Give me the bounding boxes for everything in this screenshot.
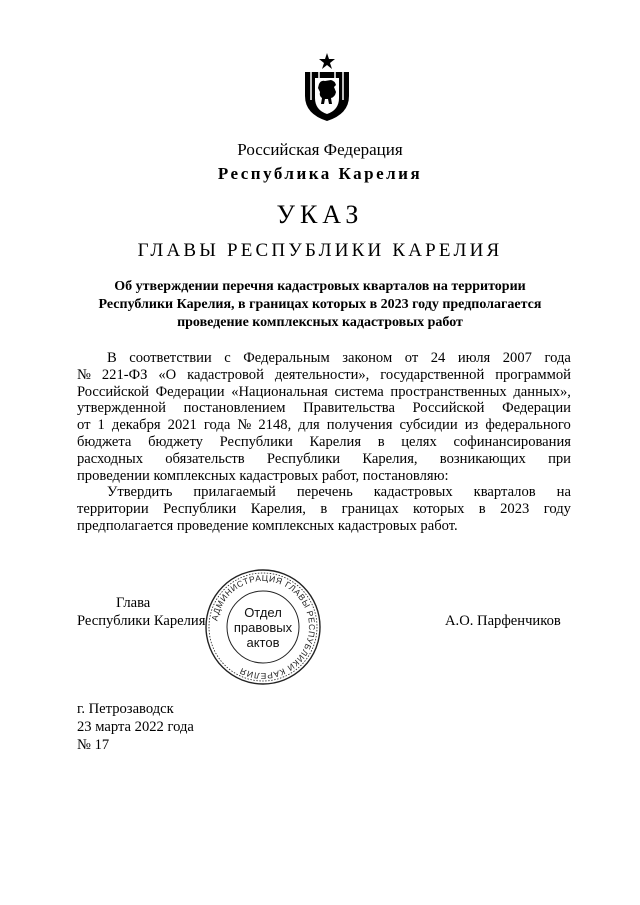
body-word: Карелия <box>309 433 362 450</box>
body-word: «Национальная <box>231 383 328 400</box>
body-word: которых <box>413 501 465 518</box>
body-word: соответствии <box>129 350 212 366</box>
stamp-ring-text: АДМИНИСТРАЦИЯ ГЛАВЫ РЕСПУБЛИКИ КАРЕЛИЯ <box>209 572 318 682</box>
body-word: в <box>478 501 486 518</box>
body-word: Республики <box>163 501 237 518</box>
body-word: № <box>77 366 91 383</box>
decree-number: № 17 <box>77 737 110 753</box>
body-word: при <box>548 450 571 467</box>
body-word: перечень <box>296 484 353 501</box>
document-type-title: УКАЗ <box>276 200 364 229</box>
body-word: в <box>377 433 385 450</box>
body-word: году <box>543 501 571 518</box>
body-word: от <box>77 417 91 434</box>
body-word: 221-ФЗ <box>101 366 148 383</box>
body-word: границах <box>341 501 399 518</box>
body-word: 1 <box>97 417 105 434</box>
body-line <box>77 384 571 401</box>
body-line <box>77 501 571 518</box>
signatory-position-line2: Республики Карелия <box>77 613 206 629</box>
issuer-title: ГЛАВЫ РЕСПУБЛИКИ КАРЕЛИЯ <box>137 240 503 261</box>
body-word: система <box>334 383 384 400</box>
body-word: 24 <box>430 350 446 366</box>
country-name: Российская Федерация <box>237 140 403 159</box>
body-line: проведении комплексных кадастровых работ, постановляю: <box>77 467 449 484</box>
body-word: законом <box>342 350 393 366</box>
body-line <box>77 417 571 434</box>
body-word: программой <box>495 366 571 383</box>
body-word: с <box>224 350 231 366</box>
body-word: для <box>298 417 320 434</box>
body-word: деятельности», <box>274 366 370 383</box>
body-word: № <box>237 417 252 434</box>
body-word: постановлением <box>183 400 286 417</box>
subject-line: проведение комплексных кадастровых работ <box>177 315 463 330</box>
body-line <box>77 434 571 451</box>
body-word: на <box>556 484 571 501</box>
body-word: расходных <box>77 450 144 467</box>
body-line <box>77 451 571 468</box>
body-word: от <box>404 350 419 366</box>
body-word: 2023 <box>500 501 530 518</box>
body-word: Российской <box>412 400 485 417</box>
body-line <box>77 350 571 367</box>
body-line <box>77 484 571 501</box>
body-word: «О <box>158 366 177 383</box>
body-word: года <box>544 350 571 366</box>
body-word: Республики <box>266 450 341 467</box>
body-word: 2148, <box>258 417 292 434</box>
body-word: федерального <box>485 417 571 434</box>
body-word: Федеральным <box>243 350 330 366</box>
body-word: прилагаемый <box>193 484 276 501</box>
body-word: Утвердить <box>107 484 173 501</box>
body-word: Российской <box>77 383 149 400</box>
body-word: софинансирования <box>453 433 571 450</box>
place-of-signing: г. Петрозаводск <box>77 701 174 717</box>
body-line: предполагается проведение комплексных кадастровых работ. <box>77 517 458 534</box>
body-word: территории <box>77 501 149 518</box>
body-word: возникающих <box>439 450 526 467</box>
body-word: года <box>203 417 231 434</box>
body-word: июля <box>457 350 491 366</box>
body-word: субсидии <box>399 417 458 434</box>
signatory-name: А.О. Парфенчиков <box>445 613 561 629</box>
body-word: Карелия, <box>250 501 306 518</box>
document-footer <box>77 700 194 754</box>
body-word: Правительства <box>303 400 395 417</box>
stamp-center-line: Отдел <box>244 605 282 620</box>
republic-name: Республика Карелия <box>217 164 423 183</box>
body-word: кадастровой <box>187 366 264 383</box>
body-word: кварталов <box>473 484 536 501</box>
body-word: целях <box>401 433 437 450</box>
subject-line: Об утверждении перечня кадастровых кварталов на территории <box>114 279 526 294</box>
body-word: Федерации <box>155 383 225 400</box>
body-word: государственной <box>380 366 485 383</box>
body-word: декабря <box>111 417 161 434</box>
body-word: 2007 <box>502 350 532 366</box>
body-word: из <box>464 417 479 434</box>
body-word: пространственных <box>390 383 507 400</box>
body-word: Федерации <box>502 400 571 417</box>
official-stamp <box>204 568 322 686</box>
body-word: кадастровых <box>373 484 453 501</box>
body-word: получения <box>326 417 393 434</box>
body-word: В <box>107 350 117 366</box>
body-word: данных», <box>513 383 571 400</box>
karelia-coat-of-arms-icon <box>301 52 353 122</box>
body-word: Республики <box>219 433 293 450</box>
body-word: бюджета <box>77 433 132 450</box>
body-word: 2021 <box>167 417 197 434</box>
subject-line: Республики Карелия, в границах которых в 2023 году предполагается <box>98 297 542 312</box>
date-of-signing: 23 марта 2022 года <box>77 719 194 735</box>
body-word: бюджету <box>148 433 203 450</box>
signatory-position-line1: Глава <box>116 595 151 611</box>
body-line <box>77 400 571 417</box>
body-word: Карелия, <box>362 450 418 467</box>
body-line <box>77 367 571 384</box>
stamp-center-line: актов <box>246 635 280 650</box>
body-word: утвержденной <box>77 400 166 417</box>
decree-subject <box>0 278 640 332</box>
body-word: обязательств <box>165 450 245 467</box>
decree-body <box>77 350 571 535</box>
stamp-center-line: правовых <box>233 620 293 635</box>
body-word: в <box>320 501 328 518</box>
